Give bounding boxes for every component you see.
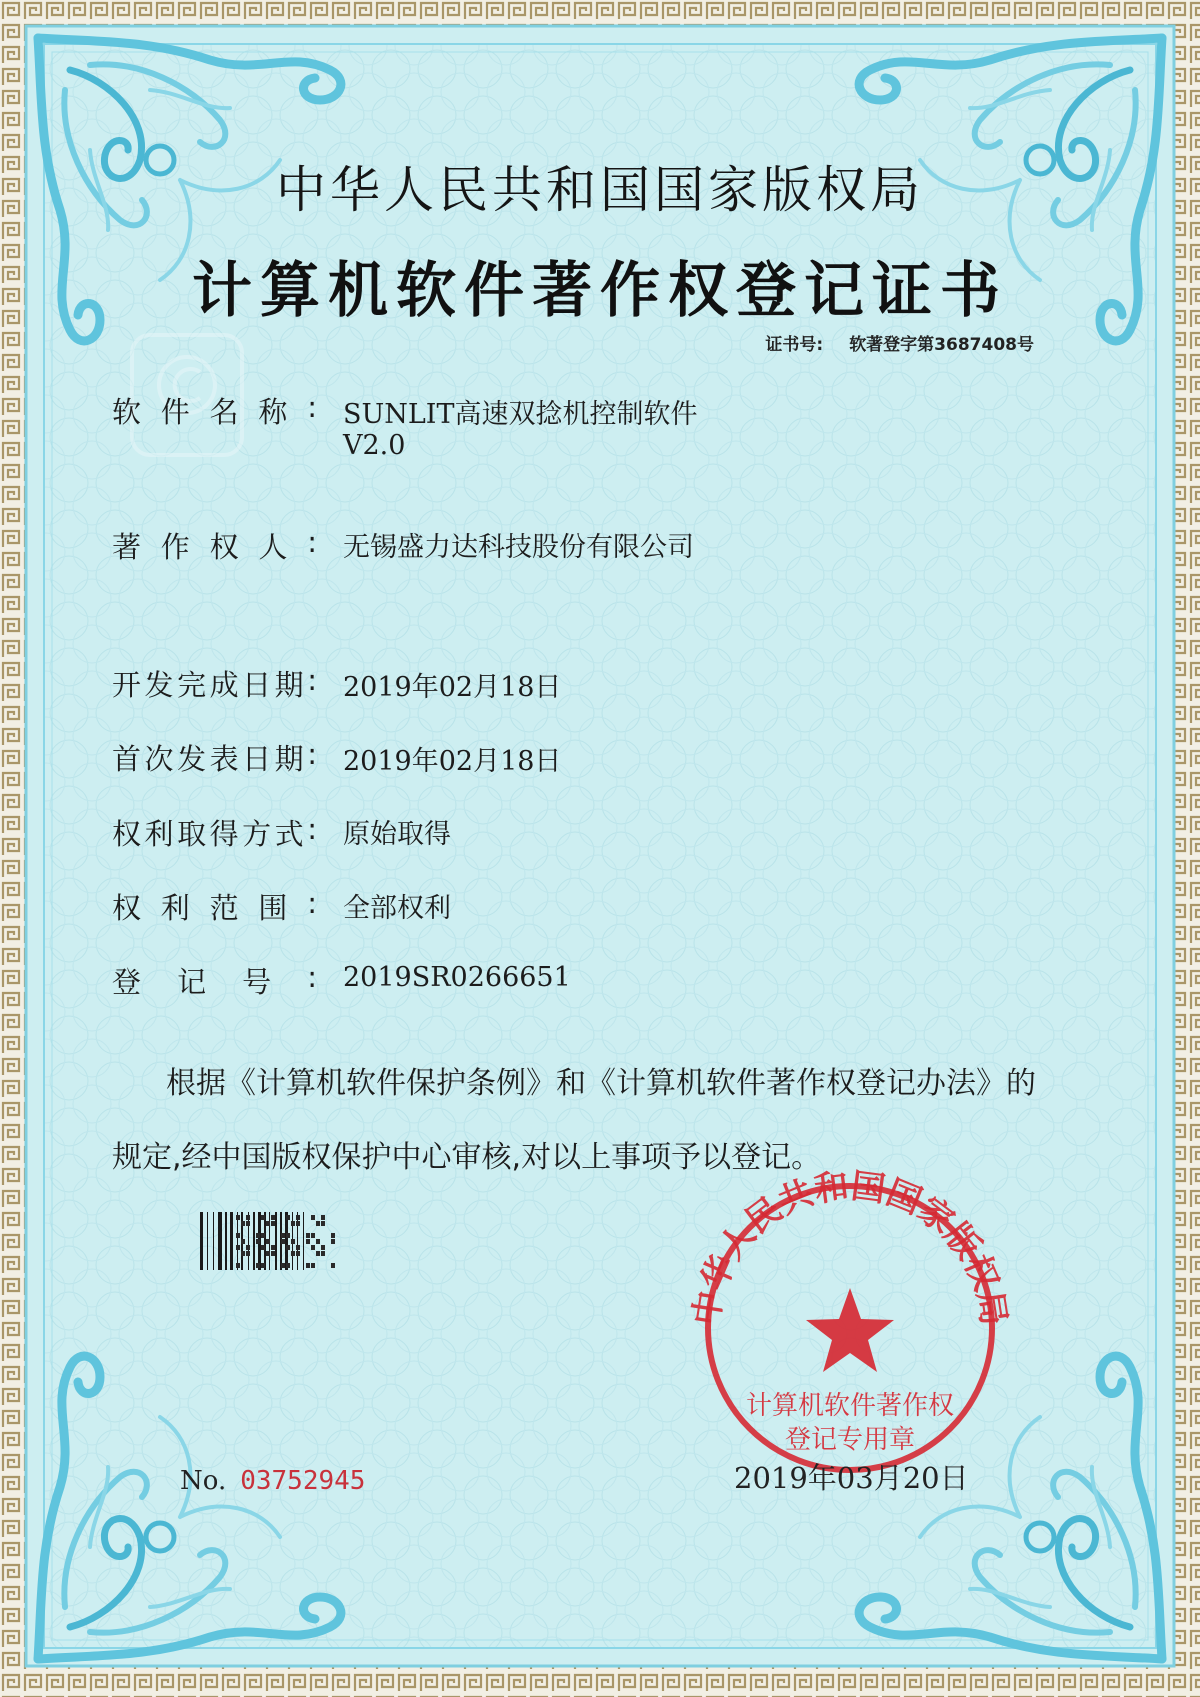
certificate-title: 计算机软件著作权登记证书 — [192, 256, 1008, 326]
field-value-software-version: V2.0 — [343, 430, 406, 461]
seal-line2: 登记专用章 — [784, 1425, 916, 1455]
field-value-acquisition-method: 原始取得 — [343, 819, 451, 850]
certificate-number-value: 软著登字第3687408号 — [849, 335, 1034, 355]
certificate-number — [765, 330, 1034, 355]
certificate-number-label: 证书号: — [765, 335, 824, 355]
seal-ring-text: 中华人民共和国国家版权局 — [686, 1166, 1014, 1329]
issuing-authority-title: 中华人民共和国国家版权局 — [276, 161, 924, 219]
field-value-copyright-owner: 无锡盛力达科技股份有限公司 — [343, 532, 694, 563]
field-label-copyright-owner: 著 作 权 人 : — [112, 525, 317, 564]
serial-number-value: 03752945 — [240, 1466, 366, 1496]
serial-prefix: No. — [180, 1466, 227, 1496]
statement-line-1: 根据《计算机软件保护条例》和《计算机软件著作权登记办法》的 — [166, 1066, 1036, 1101]
field-value-software-name: SUNLIT高速双捻机控制软件 — [343, 399, 698, 430]
field-label-software-name: 软 件 名 称 : — [112, 390, 317, 429]
seal-line1: 计算机软件著作权 — [745, 1391, 955, 1421]
serial-number — [180, 1466, 365, 1496]
field-label-rights-scope: 权 利 范 围 : — [112, 886, 317, 925]
field-value-registration-number: 2019SR0266651 — [343, 962, 571, 993]
field-label-first-publication-date: 首 次 发 表 日 期 : — [112, 737, 317, 776]
field-value-first-publication-date: 2019年02月18日 — [343, 746, 562, 777]
statement-line-2: 规定,经中国版权保护中心审核,对以上事项予以登记。 — [112, 1140, 822, 1175]
field-label-acquisition-method: 权 利 取 得 方 式 : — [112, 812, 317, 851]
field-value-development-date: 2019年02月18日 — [343, 672, 562, 703]
field-label-registration-number: 登 记 号 : — [112, 960, 317, 999]
field-value-rights-scope: 全部权利 — [343, 893, 451, 924]
field-label-development-date: 开 发 完 成 日 期 : — [112, 663, 317, 702]
issue-date: 2019年03月20日 — [734, 1461, 969, 1495]
